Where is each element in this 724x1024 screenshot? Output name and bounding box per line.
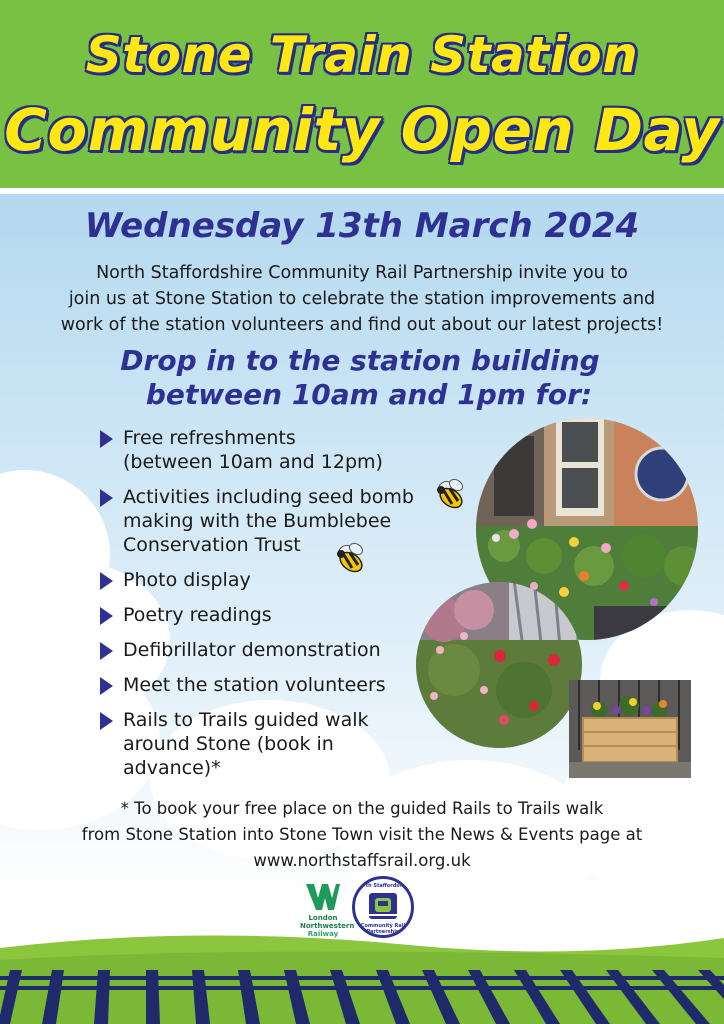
activity-line: Meet the station volunteers — [123, 674, 386, 696]
nscrp-logo — [352, 876, 414, 938]
dropin-line: between 10am and 1pm for: — [145, 378, 593, 411]
bee-icon — [332, 540, 370, 578]
activity-line: advance)* — [123, 757, 221, 779]
lnr-name-line: Railway — [307, 930, 339, 938]
activity-line: Poetry readings — [123, 604, 272, 626]
activity-line: Conservation Trust — [123, 534, 301, 556]
lnr-name-line: London — [308, 914, 338, 922]
arrow-icon — [100, 642, 113, 660]
arrow-icon — [100, 489, 113, 507]
arrow-icon — [100, 430, 113, 448]
activity-line: Photo display — [123, 569, 251, 591]
footnote-line: from Stone Station into Stone Town visit the News & Events page at — [81, 825, 643, 844]
railway-track-graphic — [0, 930, 724, 1024]
title-line-2: Community Open Day — [4, 96, 720, 164]
activity-line: (between 10am and 12pm) — [123, 451, 383, 473]
lnr-name-line: Northwestern — [300, 922, 355, 930]
list-item — [100, 485, 430, 557]
intro-line: join us at Stone Station to celebrate the station improvements and — [68, 289, 656, 309]
lnr-w-icon — [306, 884, 340, 910]
intro-line: work of the station volunteers and find out about our latest projects! — [60, 315, 664, 335]
list-item — [100, 568, 430, 592]
activity-line: making with the Bumblebee — [123, 510, 392, 532]
planter-photo — [569, 680, 691, 778]
activity-line: Free refreshments — [123, 427, 296, 449]
arrow-icon — [100, 677, 113, 695]
nscrp-name-top: North Staffordshire — [355, 883, 411, 889]
activity-line: Defibrillator demonstration — [123, 639, 381, 661]
lnr-logo — [300, 884, 355, 938]
train-icon — [369, 893, 397, 919]
activity-line: around Stone (book in — [123, 733, 334, 755]
bee-icon — [432, 476, 470, 514]
flowers-photo — [414, 580, 584, 750]
title-line-1: Stone Train Station — [85, 26, 639, 84]
list-item — [100, 673, 430, 697]
booking-footnote — [20, 796, 704, 874]
arrow-icon — [100, 572, 113, 590]
website-link[interactable]: www.northstaffsrail.org.uk — [253, 851, 471, 870]
dropin-line: Drop in to the station building — [120, 344, 600, 377]
intro-line: North Staffordshire Community Rail Partnership invite you to — [96, 263, 628, 283]
event-date: Wednesday 13th March 2024 — [84, 206, 640, 246]
arrow-icon — [100, 607, 113, 625]
dropin-heading — [120, 344, 600, 412]
activity-list — [100, 426, 430, 780]
list-item — [100, 426, 430, 474]
nscrp-name-bottom: Community Rail Partnership — [360, 923, 406, 935]
activity-line: Rails to Trails guided walk — [123, 709, 369, 731]
footnote-line: * To book your free place on the guided Rails to Trails walk — [120, 799, 604, 818]
intro-text — [40, 260, 684, 338]
list-item — [100, 638, 430, 662]
banner-divider — [0, 188, 724, 194]
list-item — [100, 603, 430, 627]
activity-line: Activities including seed bomb — [123, 486, 414, 508]
arrow-icon — [100, 712, 113, 730]
list-item — [100, 708, 430, 780]
